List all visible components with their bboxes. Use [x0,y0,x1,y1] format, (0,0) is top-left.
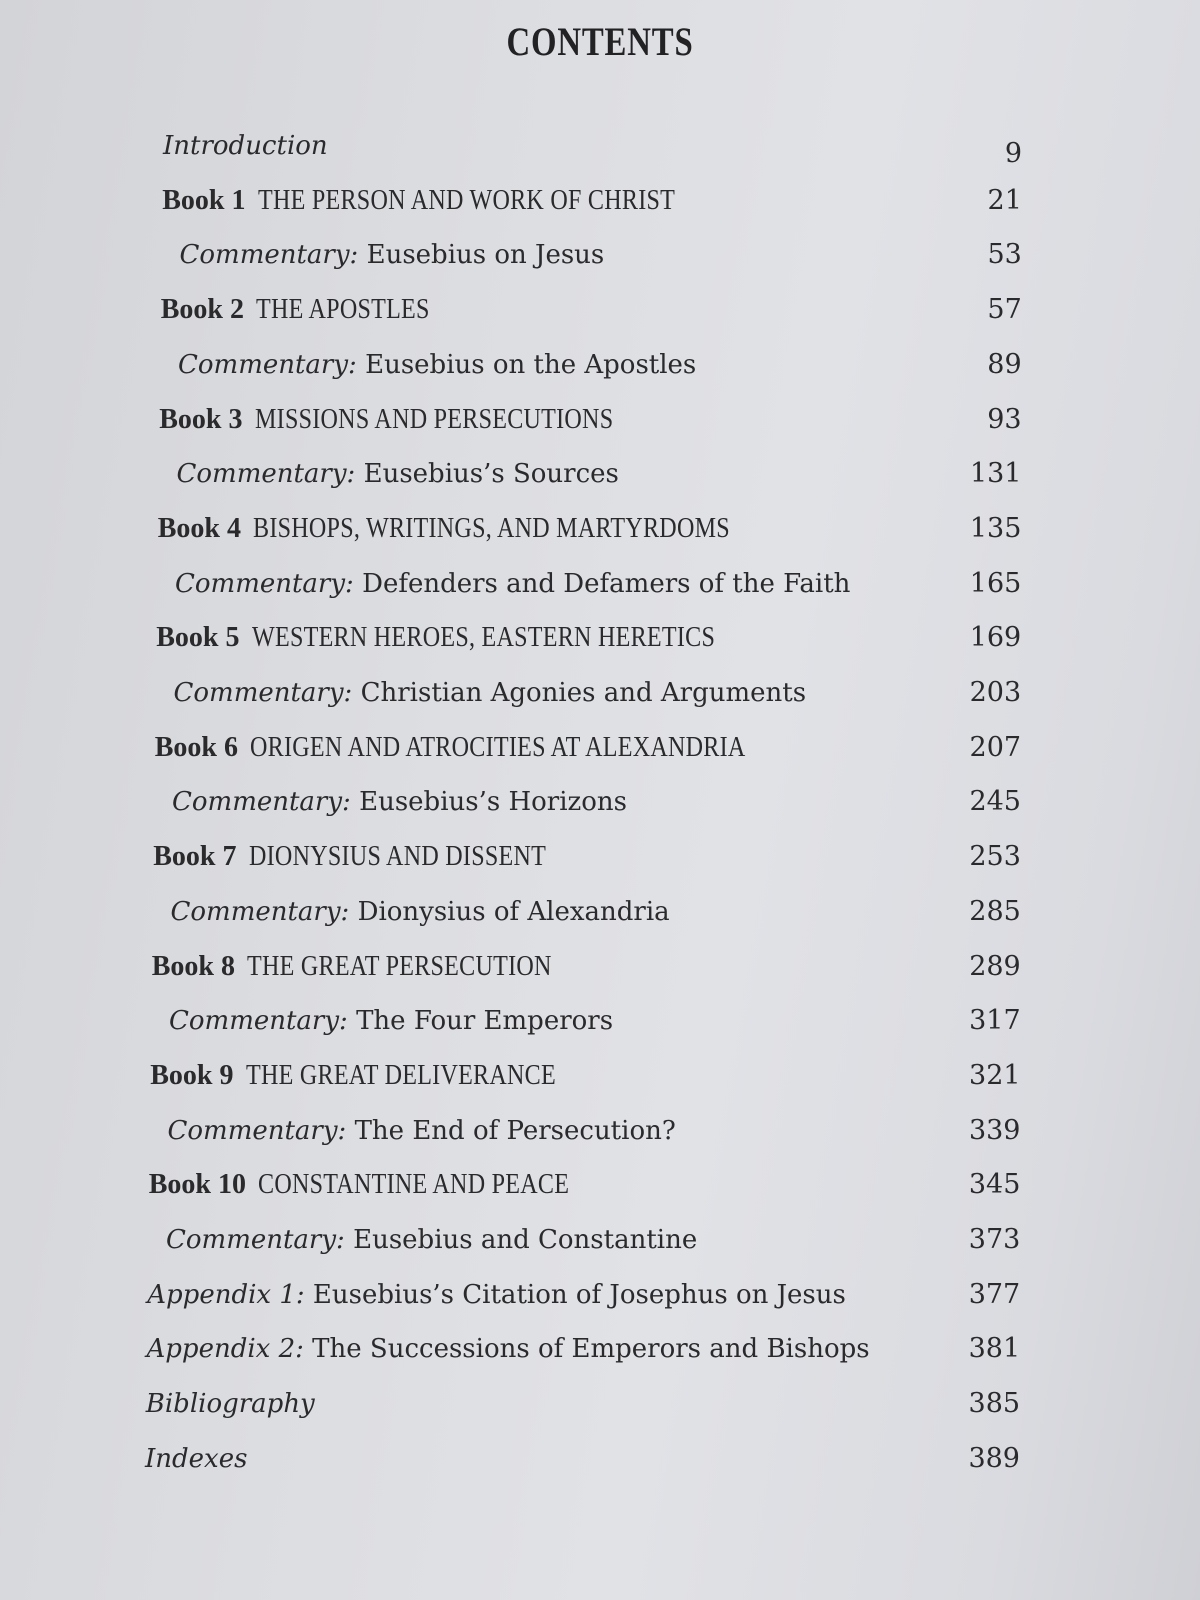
toc-entry-label [177,454,619,494]
toc-entry-label [147,1275,846,1315]
book-title: BISHOPS, WRITINGS, AND MARTYRDOMS [253,512,730,544]
book-title: ORIGEN AND ATROCITIES AT ALEXANDRIA [250,731,746,763]
toc-entry[interactable] [163,126,1022,169]
toc-entry[interactable] [156,618,1021,658]
toc-entry-label [168,1111,676,1151]
toc-entry[interactable] [146,1384,1020,1424]
page-number: 385 [968,1388,1021,1420]
page-title: CONTENTS [506,19,694,64]
commentary-prefix: Commentary: [179,240,359,271]
book-title: WESTERN HEROES, EASTERN HERETICS [251,622,715,654]
toc-entry-label [146,1384,315,1424]
commentary-prefix: Commentary: [175,568,354,599]
toc-entry[interactable] [177,454,1022,494]
page-number: 169 [969,622,1022,654]
commentary-title: The Four Emperors [356,1006,614,1037]
page-number: 135 [969,512,1022,544]
page-number: 317 [969,1005,1021,1037]
toc-entry[interactable] [155,728,1021,768]
toc-entry[interactable] [175,564,1021,604]
toc-entry-label [145,1439,247,1479]
page-number: 203 [969,677,1022,708]
page-number: 289 [969,950,1021,982]
toc-entry-label [174,673,807,713]
book-number: Book 6 [154,731,238,763]
page-number: 245 [969,786,1021,818]
toc-entry-label [169,1001,613,1041]
page-number: 131 [969,458,1022,490]
toc-entry-label [152,947,602,987]
toc-entry[interactable] [169,1001,1021,1041]
toc-entry-label [156,618,790,658]
page-number: 207 [969,731,1022,763]
commentary-title: Eusebius on the Apostles [365,349,697,380]
page-number: 165 [969,567,1022,599]
page-number: 253 [969,841,1021,873]
page-number: 321 [969,1059,1021,1091]
toc-entry-label [155,728,826,768]
front-matter-title: Bibliography [145,1389,315,1420]
book-title: THE APOSTLES [256,294,430,326]
appendix-title: The Successions of Emperors and Bishops [312,1334,870,1365]
toc-entry-label [171,892,670,932]
toc-entry[interactable] [158,509,1022,549]
toc-entry[interactable] [172,782,1021,822]
book-number: Book 9 [150,1059,234,1091]
toc-entry[interactable] [152,947,1021,987]
page-number: 57 [987,294,1022,326]
appendix-prefix: Appendix 2: [146,1334,304,1365]
toc-entry-label [149,1165,620,1205]
commentary-title: Dionysius of Alexandria [357,896,670,927]
appendix-title: Eusebius’s Citation of Josephus on Jesus [312,1279,846,1310]
toc-entry-label [175,564,850,604]
toc-entry[interactable] [147,1329,1021,1369]
commentary-prefix: Commentary: [178,349,357,380]
commentary-prefix: Commentary: [166,1225,345,1255]
commentary-title: Eusebius’s Horizons [359,787,627,818]
toc-entry[interactable] [161,290,1022,330]
front-matter-title: Indexes [145,1443,248,1474]
toc-entry-label [162,181,742,221]
toc-entry[interactable] [162,181,1022,221]
commentary-prefix: Commentary: [167,1115,347,1146]
book-number: Book 7 [153,841,237,873]
toc-entry[interactable] [180,235,1022,275]
commentary-title: Eusebius’s Sources [363,459,619,490]
book-number: Book 4 [157,512,241,544]
book-title: THE GREAT DELIVERANCE [245,1059,556,1091]
page-number: 373 [968,1224,1021,1255]
toc-entry[interactable] [178,345,1022,385]
toc-entry-label [161,290,458,330]
front-matter-title: Introduction [163,131,328,161]
toc-entry-label [166,1220,697,1260]
book-title: DIONYSIUS AND DISSENT [248,841,546,873]
commentary-title: Eusebius and Constantine [353,1225,698,1255]
book-title: MISSIONS AND PERSECUTIONS [254,403,613,435]
book-number: Book 2 [160,294,244,326]
page-number: 345 [968,1169,1021,1201]
page-number: 21 [987,184,1022,216]
page-number: 389 [968,1442,1020,1474]
book-number: Book 5 [156,622,240,654]
commentary-title: The End of Persecution? [354,1115,676,1146]
toc-entry-label [178,345,696,385]
book-number: Book 3 [159,403,243,435]
page-number: 89 [987,348,1022,380]
appendix-prefix: Appendix 1: [147,1279,305,1310]
book-number: Book 10 [148,1169,246,1201]
page-number: 339 [968,1114,1021,1146]
commentary-title: Christian Agonies and Arguments [360,678,807,708]
book-title: THE PERSON AND WORK OF CHRIST [257,184,675,216]
page-number: 381 [968,1333,1021,1365]
book-title: CONSTANTINE AND PEACE [258,1169,570,1201]
toc-entry-label [172,782,627,822]
commentary-title: Eusebius on Jesus [366,240,605,271]
book-number: Book 8 [151,950,235,982]
book-title: THE GREAT PERSECUTION [247,950,552,982]
toc-entry-label [158,509,808,549]
book-number: Book 1 [162,184,246,216]
toc-entry[interactable] [166,1220,1020,1260]
page-number: 285 [969,895,1021,927]
toc-entry[interactable] [149,1165,1021,1205]
commentary-prefix: Commentary: [169,1006,348,1037]
page-number: 9 [1004,138,1022,169]
commentary-prefix: Commentary: [173,678,353,708]
toc-entry[interactable] [147,1275,1020,1315]
toc-entry[interactable] [174,673,1022,713]
toc-entry[interactable] [159,400,1021,440]
toc-entry-label [153,837,594,877]
page-number: 377 [968,1278,1021,1310]
toc-entry-label [163,126,328,166]
toc-entry[interactable] [150,1056,1020,1096]
commentary-title: Defenders and Defamers of the Faith [362,568,851,599]
toc-entry-label [147,1329,870,1369]
toc-entry[interactable] [153,837,1021,877]
toc-entry-label [180,235,605,275]
commentary-prefix: Commentary: [170,896,350,927]
toc-entry-label [159,400,671,440]
commentary-prefix: Commentary: [176,459,356,490]
toc-entry-label [150,1056,606,1096]
commentary-prefix: Commentary: [172,787,351,818]
page-number: 93 [987,403,1022,435]
toc-entry[interactable] [171,892,1021,932]
toc-entry[interactable] [168,1111,1021,1151]
page-number: 53 [987,239,1022,271]
toc-entry[interactable] [145,1439,1020,1479]
